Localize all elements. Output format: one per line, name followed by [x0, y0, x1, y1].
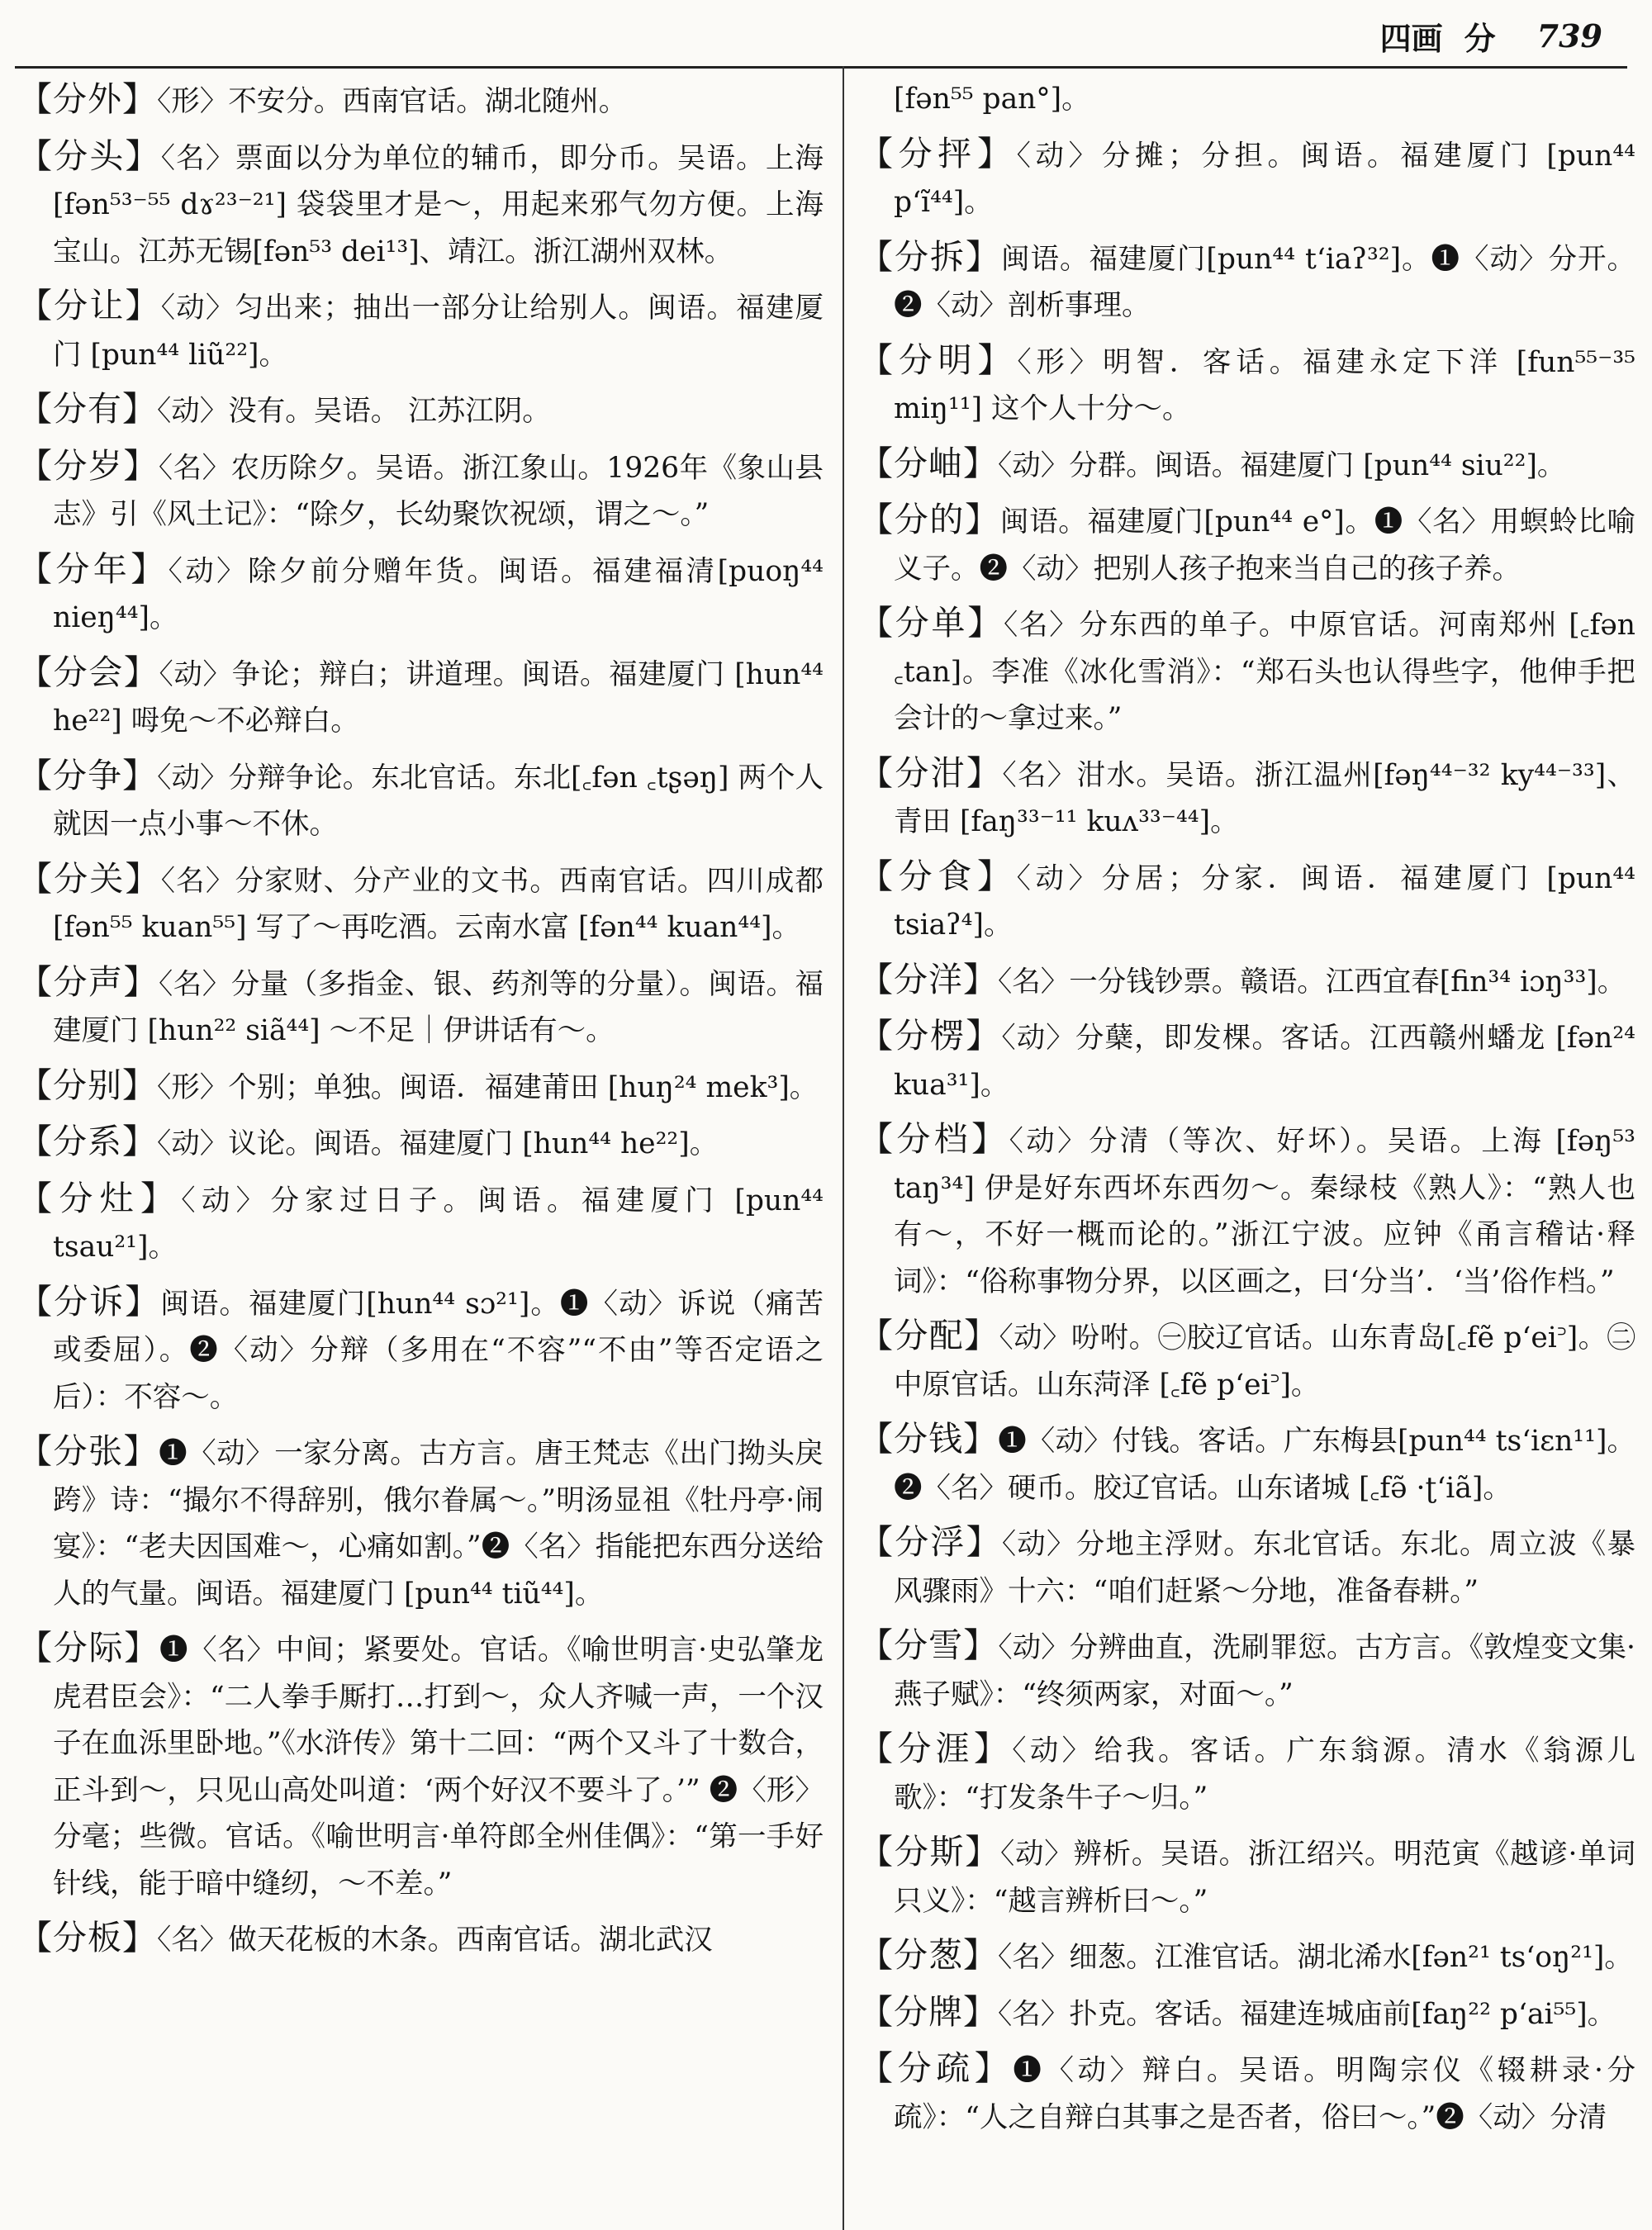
entry-headword: 【分诉】 [18, 1281, 161, 1321]
dictionary-entry [18, 752, 824, 848]
entry-definition: 〈动〉除夕前分赠年货。闽语。福建福清[puoŋ⁴⁴ nieŋ⁴⁴]。 [53, 554, 824, 634]
entry-definition: 闽语。福建厦门[hun⁴⁴ sɔ²¹]。❶〈动〉诉说（痛苦或委屈）。❷〈动〉分辩（多用在“不容”“不由”等否定语之后）：不容～。 [53, 1287, 824, 1414]
dictionary-entry [859, 1416, 1635, 1511]
dictionary-entry [859, 1829, 1635, 1924]
entry-headword: 【分斯】 [859, 1832, 1000, 1872]
entry-headword: 【分泔】 [859, 752, 1003, 793]
entry-definition: 〈形〉不安分。西南官话。湖北随州。 [157, 85, 628, 118]
entry-headword: 【分会】 [18, 652, 159, 692]
entry-definition: 〈名〉分东西的单子。中原官话。河南郑州 [꜀fən ꜀tan]。李准《冰化雪消》：“郑石头也认得些字，他伸手把会计的～拿过来。” [894, 609, 1635, 735]
dictionary-entry [859, 76, 1635, 123]
entry-definition: 〈动〉给我。客话。广东翁源。清水《翁源儿歌》：“打发条牛子～归。” [894, 1734, 1636, 1815]
entry-definition: 〈动〉分清（等次、好坏）。吴语。上海 [fəŋ⁵³ taŋ³⁴] 伊是好东西坏东西勿～。秦绿枝《熟人》：“熟人也有～，不好一概而论的。”浙江宁波。应钟《甬言稽诂·释词》：“俗称事物分界，以区画之，曰‘分当’．‘当’俗作档。” [894, 1125, 1636, 1298]
dictionary-entry [859, 750, 1635, 846]
entry-headword: 【分牌】 [859, 1991, 998, 2032]
dictionary-entry [18, 856, 824, 951]
dictionary-entry [859, 600, 1635, 743]
entry-definition: 〈动〉争论；辩白；讲道理。闽语。福建厦门 [hun⁴⁴ he²²] 呣免～不必辩白。 [53, 657, 824, 738]
entry-headword: 【分际】 [18, 1628, 159, 1668]
entry-headword: 【分岫】 [859, 443, 998, 483]
dictionary-entry [859, 1622, 1635, 1718]
dictionary-entry [18, 282, 824, 378]
dictionary-entry [18, 1118, 824, 1168]
entry-definition: 〈动〉辨析。吴语。浙江绍兴。明范寅《越谚·单词只义》：“越言辨析曰～。” [894, 1838, 1635, 1918]
entry-headword: 【分头】 [18, 135, 161, 176]
dictionary-entry [859, 1725, 1635, 1821]
dictionary-entry [859, 496, 1635, 592]
dictionary-entry [859, 1989, 1635, 2038]
entry-definition: 〈名〉农历除夕。吴语。浙江象山。1926年《象山县志》引《风土记》：“除夕，长幼聚饮祝颂，谓之～。” [53, 451, 824, 531]
dictionary-entry [18, 1062, 824, 1112]
dictionary-entry [18, 386, 824, 435]
page-number: 739 [1536, 17, 1602, 55]
entry-definition: 〈动〉分居；分家．闽语．福建厦门 [pun⁴⁴ tsiaʔ⁴]。 [894, 861, 1636, 942]
entry-headword: 【分楞】 [859, 1016, 1002, 1056]
entry-definition: [fən⁵⁵ pan°]。 [894, 83, 1090, 116]
dictionary-entry [18, 649, 824, 745]
dictionary-entry [18, 443, 824, 539]
dictionary-entry [859, 956, 1635, 1006]
entry-headword: 【分抨】 [859, 133, 1017, 173]
entry-headword: 【分声】 [18, 961, 159, 1002]
entry-definition: 〈形〉明智．客话。福建永定下洋 [fun⁵⁵⁻³⁵ miŋ¹¹] 这个人十分～。 [894, 345, 1636, 425]
entry-definition: 〈动〉分群。闽语。福建厦门 [pun⁴⁴ siu²²]。 [998, 448, 1566, 482]
dictionary-entry [859, 440, 1635, 490]
entry-definition: 〈动〉分地主浮财。东北官话。东北。周立波《暴风骤雨》十六：“咱们赶紧～分地，准备春耕。” [894, 1528, 1636, 1608]
left-column [18, 76, 824, 1971]
header-radical: 分 [1464, 19, 1496, 57]
dictionary-entry [18, 76, 824, 126]
entry-definition: 闽语。福建厦门[pun⁴⁴ tʻiaʔ³²]。❶〈动〉分开。❷〈动〉剖析事理。 [894, 242, 1635, 322]
entry-definition: 〈动〉分辨曲直，洗刷罪愆。古方言。《敦煌变文集·燕子赋》：“终须两家，对面～。” [894, 1631, 1636, 1711]
entry-headword: 【分年】 [18, 548, 169, 589]
entry-headword: 【分别】 [18, 1065, 157, 1105]
entry-headword: 【分明】 [859, 339, 1018, 380]
entry-definition: 〈动〉分辩争论。东北官话。东北[꜀fən ꜀tʂəŋ] 两个人就因一点小事～不休。 [53, 761, 824, 841]
entry-headword: 【分配】 [859, 1316, 999, 1355]
entry-headword: 【分雪】 [859, 1625, 999, 1665]
dictionary-entry [18, 546, 824, 642]
entry-definition: 〈动〉匀出来；抽出一部分让给别人。闽语。福建厦门 [pun⁴⁴ liũ²²]。 [53, 292, 824, 372]
right-column [859, 76, 1635, 2148]
entry-headword: 【分张】 [18, 1431, 159, 1471]
dictionary-entry [859, 1312, 1635, 1408]
entry-definition: 〈形〉个别；单独。闽语．福建莆田 [huŋ²⁴ mek³]。 [157, 1070, 819, 1104]
column-divider [843, 66, 844, 2230]
entry-headword: 【分的】 [859, 500, 1000, 539]
entry-headword: 【分洋】 [859, 959, 998, 999]
entry-headword: 【分外】 [18, 79, 157, 119]
entry-headword: 【分涯】 [859, 1729, 1013, 1768]
header-rule [15, 66, 1627, 69]
entry-definition: 〈名〉细葱。江淮官话。湖北浠水[fən²¹ tsʻoŋ²¹]。 [998, 1941, 1633, 1974]
entry-headword: 【分板】 [18, 1918, 157, 1957]
entry-headword: 【分葱】 [859, 1935, 998, 1975]
entry-definition: ❶〈动〉一家分离。古方言。唐王梵志《出门拗头戾跨》诗：“撮尔不得辞别，俄尔眷属～。”明汤显祖《牡丹亭·闹宴》：“老夫因国难～，心痛如割。”❷〈名〉指能把东西分送给人的气量。闽语。福建厦门 [pun⁴⁴ tiũ⁴⁴]。 [53, 1437, 824, 1611]
dictionary-entry [859, 337, 1635, 433]
dictionary-entry [859, 1013, 1635, 1108]
header-stroke-count: 四画 [1379, 19, 1443, 57]
dictionary-entry [18, 133, 824, 276]
entry-definition: 〈名〉分量（多指金、银、药剂等的分量）。闽语。福建厦门 [hun²² siã⁴⁴] ～不足｜伊讲话有～。 [53, 967, 824, 1047]
entry-headword: 【分有】 [18, 389, 157, 429]
dictionary-entry [18, 1279, 824, 1421]
dictionary-entry [18, 1175, 824, 1271]
entry-definition: 〈名〉做天花板的木条。西南官话。湖北武汉 [157, 1924, 713, 1957]
entry-headword: 【分档】 [859, 1119, 1009, 1159]
entry-definition: 〈名〉一分钱钞票。赣语。江西宜春[fin³⁴ iɔŋ³³]。 [998, 965, 1626, 999]
entry-definition: 〈名〉扑克。客话。福建连城庙前[faŋ²² pʻai⁵⁵]。 [998, 1997, 1616, 2031]
page-header [50, 15, 1602, 56]
entry-definition: 〈动〉分摊；分担。闽语。福建厦门 [pun⁴⁴ pʻĩ⁴⁴]。 [894, 139, 1636, 219]
entry-definition: 闽语。福建厦门[pun⁴⁴ e°]。❶〈名〉用螟蛉比喻义子。❷〈动〉把别人孩子抱来当自己的孩子养。 [894, 505, 1635, 586]
dictionary-entry [859, 130, 1635, 226]
entry-definition: 〈动〉分家过日子。闽语。福建厦门 [pun⁴⁴ tsau²¹]。 [53, 1184, 824, 1264]
entry-headword: 【分食】 [859, 856, 1017, 896]
dictionary-entry [18, 1914, 824, 1964]
entry-definition: 〈名〉票面以分为单位的辅币，即分币。吴语。上海 [fən⁵³⁻⁵⁵ dɤ²³⁻²¹] 袋袋里才是～，用起来邪气勿方便。上海宝山。江苏无锡[fən⁵³ dei¹³]、靖江。浙江湖州双林。 [53, 141, 824, 268]
entry-definition: 〈动〉议论。闽语。福建厦门 [hun⁴⁴ he²²]。 [157, 1127, 719, 1160]
entry-headword: 【分钱】 [859, 1419, 999, 1459]
dictionary-entry [859, 1519, 1635, 1615]
entry-headword: 【分系】 [18, 1122, 157, 1161]
dictionary-entry [859, 853, 1635, 949]
entry-definition: ❶〈动〉付钱。客话。广东梅县[pun⁴⁴ tsʻiɛn¹¹]。❷〈名〉硬币。胶辽官话。山东诸城 [꜀fə̃ ·ʈʻiã]。 [894, 1425, 1635, 1505]
dictionary-entry [859, 1932, 1635, 1981]
entry-headword: 【分让】 [18, 286, 161, 325]
entry-definition: 〈动〉吩咐。㊀胶辽官话。山东青岛[꜀fẽ pʻei꜄]。㊁中原官话。山东菏泽 [꜀fẽ pʻei꜄]。 [894, 1321, 1635, 1402]
dictionary-entry [859, 1116, 1635, 1305]
entry-headword: 【分单】 [859, 603, 1004, 643]
dictionary-entry [859, 234, 1635, 330]
dictionary-entry [18, 1625, 824, 1907]
entry-definition: 〈名〉泔水。吴语。浙江温州[fəŋ⁴⁴⁻³² ky⁴⁴⁻³³]、青田 [faŋ³³⁻¹¹ kuʌ³³⁻⁴⁴]。 [894, 758, 1636, 838]
entry-headword: 【分关】 [18, 858, 161, 899]
entry-headword: 【分争】 [18, 755, 158, 795]
entry-definition: 〈动〉分蘖，即发棵。客话。江西赣州蟠龙 [fən²⁴ kua³¹]。 [894, 1022, 1635, 1102]
entry-headword: 【分浮】 [859, 1522, 1002, 1562]
entry-definition: ❶〈动〉辩白。吴语。明陶宗仪《辍耕录·分疏》：“人之自辩白其事之是否者，俗曰～。”❷〈动〉分清 [894, 2054, 1636, 2134]
dictionary-entry [859, 2045, 1635, 2141]
entry-definition: 〈动〉没有。吴语。 江苏江阴。 [157, 395, 551, 428]
entry-headword: 【分灶】 [18, 1178, 182, 1218]
dictionary-entry [18, 959, 824, 1055]
entry-headword: 【分岁】 [18, 445, 159, 486]
dictionary-entry [18, 1428, 824, 1617]
entry-definition: ❶〈名〉中间；紧要处。官话。《喻世明言·史弘肇龙虎君臣会》：“二人拳手厮打…打到～，众人齐喊一声，一个汉子在血泺里卧地。”《水浒传》第十二回：“两个又斗了十数合，正斗到～，只见山高处叫道：‘两个好汉不要斗了。’” ❷〈形〉分毫；些微。官话。《喻世明言·单符郎全州佳偶》：“第一手好针线，能于暗中缝纫，～不差。” [53, 1634, 824, 1900]
entry-headword: 【分疏】 [859, 2048, 1014, 2088]
entry-headword: 【分拆】 [859, 236, 1001, 277]
entry-definition: 〈名〉分家财、分产业的文书。西南官话。四川成都 [fən⁵⁵ kuan⁵⁵] 写了～再吃酒。云南水富 [fən⁴⁴ kuan⁴⁴]。 [53, 864, 824, 944]
